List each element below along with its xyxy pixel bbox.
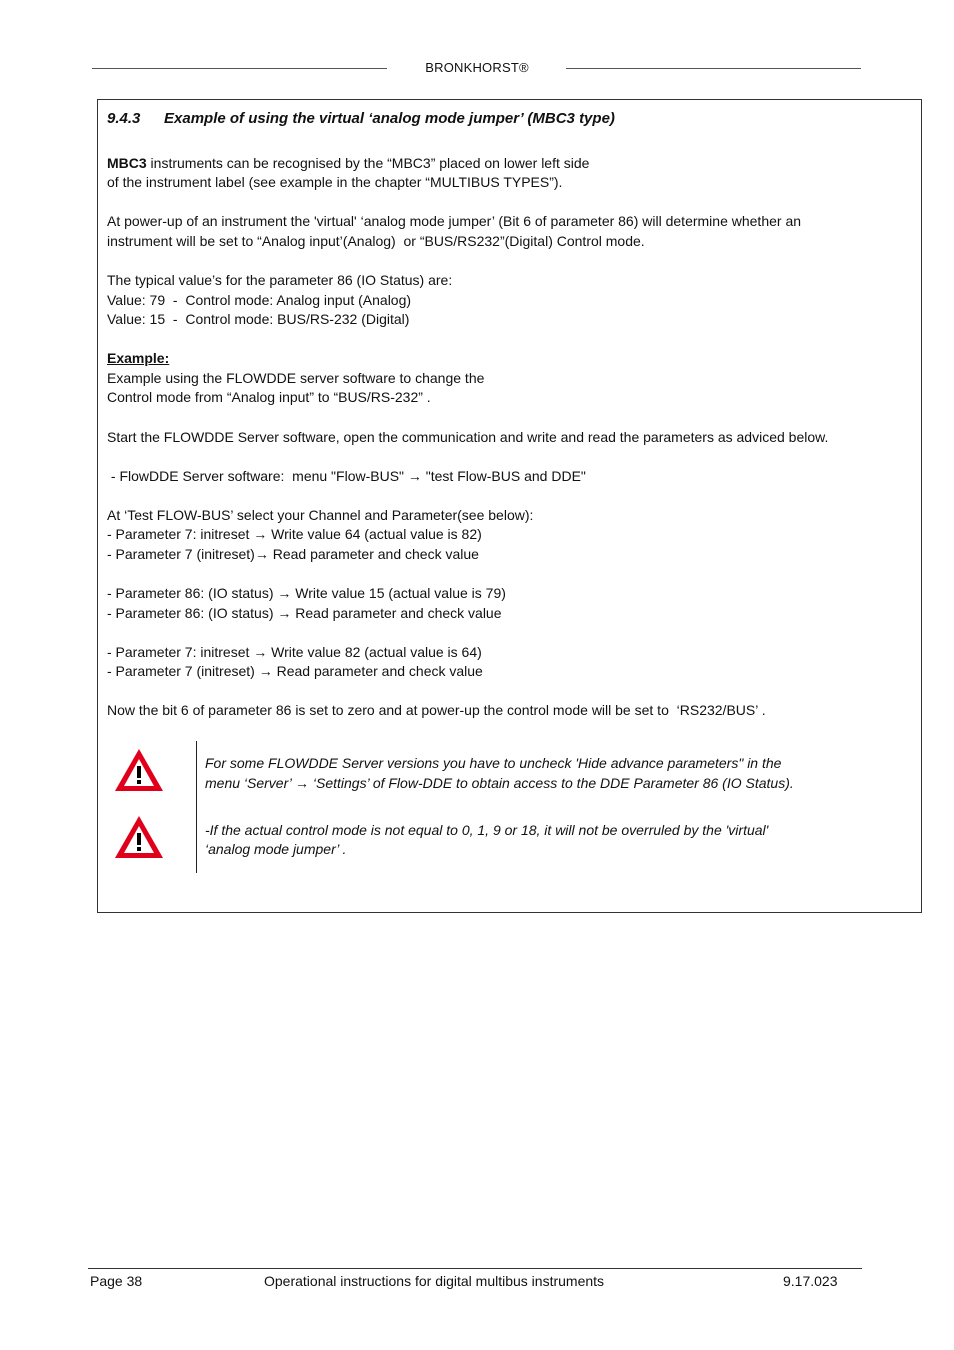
note-2-line-1: -If the actual control mode is not equal to 0, 1, 9 or 18, it will not be overruled by the 'virtual': [205, 822, 769, 838]
intro-bold-word: MBC3: [107, 155, 147, 171]
intro-line-2: of the instrument label (see example in the chapter “MULTIBUS TYPES”).: [107, 174, 563, 190]
intro-line-1-rest: instruments can be recognised by the “MBC3” placed on lower left side: [146, 155, 590, 171]
typical-line-2: Value: 79 - Control mode: Analog input (Analog): [107, 292, 412, 308]
section-number: 9.4.3: [107, 110, 141, 127]
example-heading: Example:: [107, 350, 170, 366]
section-title: Example of using the virtual ‘analog mode jumper’ (MBC3 type): [164, 110, 615, 127]
warning-triangle-icon: [113, 747, 165, 793]
example-start: Start the FLOWDDE Server software, open the communication and write and read the parameters as adviced below.: [107, 429, 829, 445]
example-step-5: - Parameter 7: initreset → Write value 82 (actual value is 64): [107, 644, 482, 660]
warning-triangle-icon: [113, 814, 165, 860]
footer-rule: [88, 1268, 862, 1269]
example-step-6: - Parameter 7 (initreset) → Read parameter and check value: [107, 663, 483, 679]
example-menu: - FlowDDE Server software: menu "Flow-BUS" → "test Flow-BUS and DDE": [107, 468, 586, 484]
header-title: BRONKHORST®: [425, 60, 529, 75]
typical-line-1: The typical value’s for the parameter 86 (IO Status) are:: [107, 272, 453, 288]
intro-line-1: [107, 154, 589, 174]
typical-line-3: Value: 15 - Control mode: BUS/RS-232 (Digital): [107, 311, 410, 327]
powerup-line-2: instrument will be set to “Analog input’(Analog) or “BUS/RS232”(Digital) Control mode.: [107, 233, 645, 249]
example-line-1: Example using the FLOWDDE server software to change the: [107, 370, 485, 386]
example-conclusion: Now the bit 6 of parameter 86 is set to zero and at power-up the control mode will be set to ‘RS232/BUS’ .: [107, 702, 766, 718]
footer-title: Operational instructions for digital multibus instruments: [264, 1273, 605, 1289]
section-heading: [107, 110, 615, 127]
example-line-2: Control mode from “Analog input” to “BUS/RS-232” .: [107, 389, 431, 405]
powerup-line-1: At power-up of an instrument the 'virtual' ‘analog mode jumper’ (Bit 6 of parameter 86) will determine whether an: [107, 213, 802, 229]
example-select: At ‘Test FLOW-BUS’ select your Channel and Parameter(see below):: [107, 507, 534, 523]
note-1-line-1: For some FLOWDDE Server versions you have to uncheck 'Hide advance parameters" in the: [205, 755, 782, 771]
footer-doc-number: 9.17.023: [783, 1273, 838, 1289]
example-step-4: - Parameter 86: (IO status) → Read parameter and check value: [107, 605, 502, 621]
example-step-2: - Parameter 7 (initreset)→ Read parameter and check value: [107, 546, 479, 562]
footer-page: Page 38: [90, 1273, 143, 1289]
example-step-3: - Parameter 86: (IO status) → Write value 15 (actual value is 79): [107, 585, 506, 601]
note-1-line-2: menu ‘Server’ → ‘Settings’ of Flow-DDE to obtain access to the DDE Parameter 86 (IO Status).: [205, 775, 794, 791]
note-2-line-2: ‘analog mode jumper’ .: [205, 841, 347, 857]
example-step-1: - Parameter 7: initreset → Write value 64 (actual value is 82): [107, 526, 482, 542]
note-divider: [196, 741, 197, 873]
